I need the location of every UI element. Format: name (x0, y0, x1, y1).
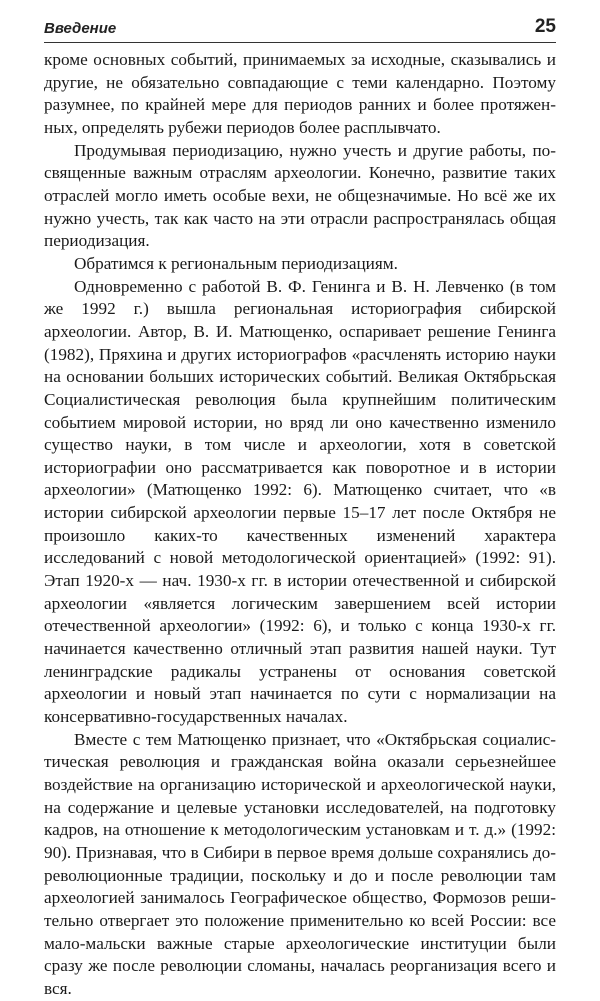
paragraph: Продумывая периодизацию, нужно учесть и другие работы, посвященные важным отраслям археологии. Конечно, развитие таких отраслей могло иметь особые вехи, не общезначимые. Но всё же их нужно учесть, так как часто на эти отрасли распространялась общая периодизация. (44, 140, 556, 251)
body-text (44, 49, 556, 1001)
paragraph: Вместе с тем Матющенко признает, что «Октябрьская социалистическая революция и гражданская война оказали серьезнейшее воздействие на организацию исторической и археологической науки, на содержание и целевые установки исследователей, на подготовку кадров, на отношение к методологическим установкам и т. д.» (1992: 90). Признавая, что в Сибири в первое время дольше сохранялись дореволюционные традиции, поскольку и до и после революции там археологией занималось Географическое общество, Формозов решительно отвергает это положение применительно ко всей России: все мало-мальски важные старые археологические институции были сразу же после революции сломаны, началась реорганизация всего и вся. (44, 729, 556, 998)
page-number: 25 (534, 16, 556, 37)
paragraph: Обратимся к региональным периодизациям. (74, 253, 398, 273)
paragraph: Одновременно с работой В. Ф. Генинга и В. Н. Левченко (в том же 1992 г.) вышла региональная историография сибирской археологии. Автор, В. И. Матющенко, оспаривает решение Генинга (1982), Пряхина и других историографов «расчленять историю науки на основании больших исторических событий. Великая Октябрьская Социалистическая революция была крупнейшим политическим событием мировой истории, но вряд ли оно качественно изменило существо науки, в том числе и археологии, хотя в советской историографии оно рассматривается как поворотное и в истории археологии» (Матющенко 1992: 6). Матющенко считает, что «в истории сибирской археологии первые 15–17 лет после Октября не произошло каких-то качественных изменений характера исследований с новой методологической ориентацией» (1992: 91). Этап 1920-х — нач. 1930-х гг. в истории отечественной и сибирской археологии «является логическим завершением всей истории отечественной археологии» (1992: 6), и только с конца 1930-х гг. начинается качественно отличный этап развития нашей науки. Тут ленинградские радикалы устранены от основания советской археологии и новый этап начинается по сути с нормализации на консервативно-государственных началах. (44, 276, 556, 727)
header-divider (44, 42, 556, 43)
running-header (44, 14, 556, 40)
section-title: Введение (44, 20, 117, 37)
paragraph-continuation: кроме основных событий, принимаемых за исходные, сказывались и другие, не обязательно совпадающие с теми календарно. Поэтому разумнее, по крайней мере для периодов ранних и более протяженных, определять рубежи периодов более расплывчато. (44, 50, 556, 137)
